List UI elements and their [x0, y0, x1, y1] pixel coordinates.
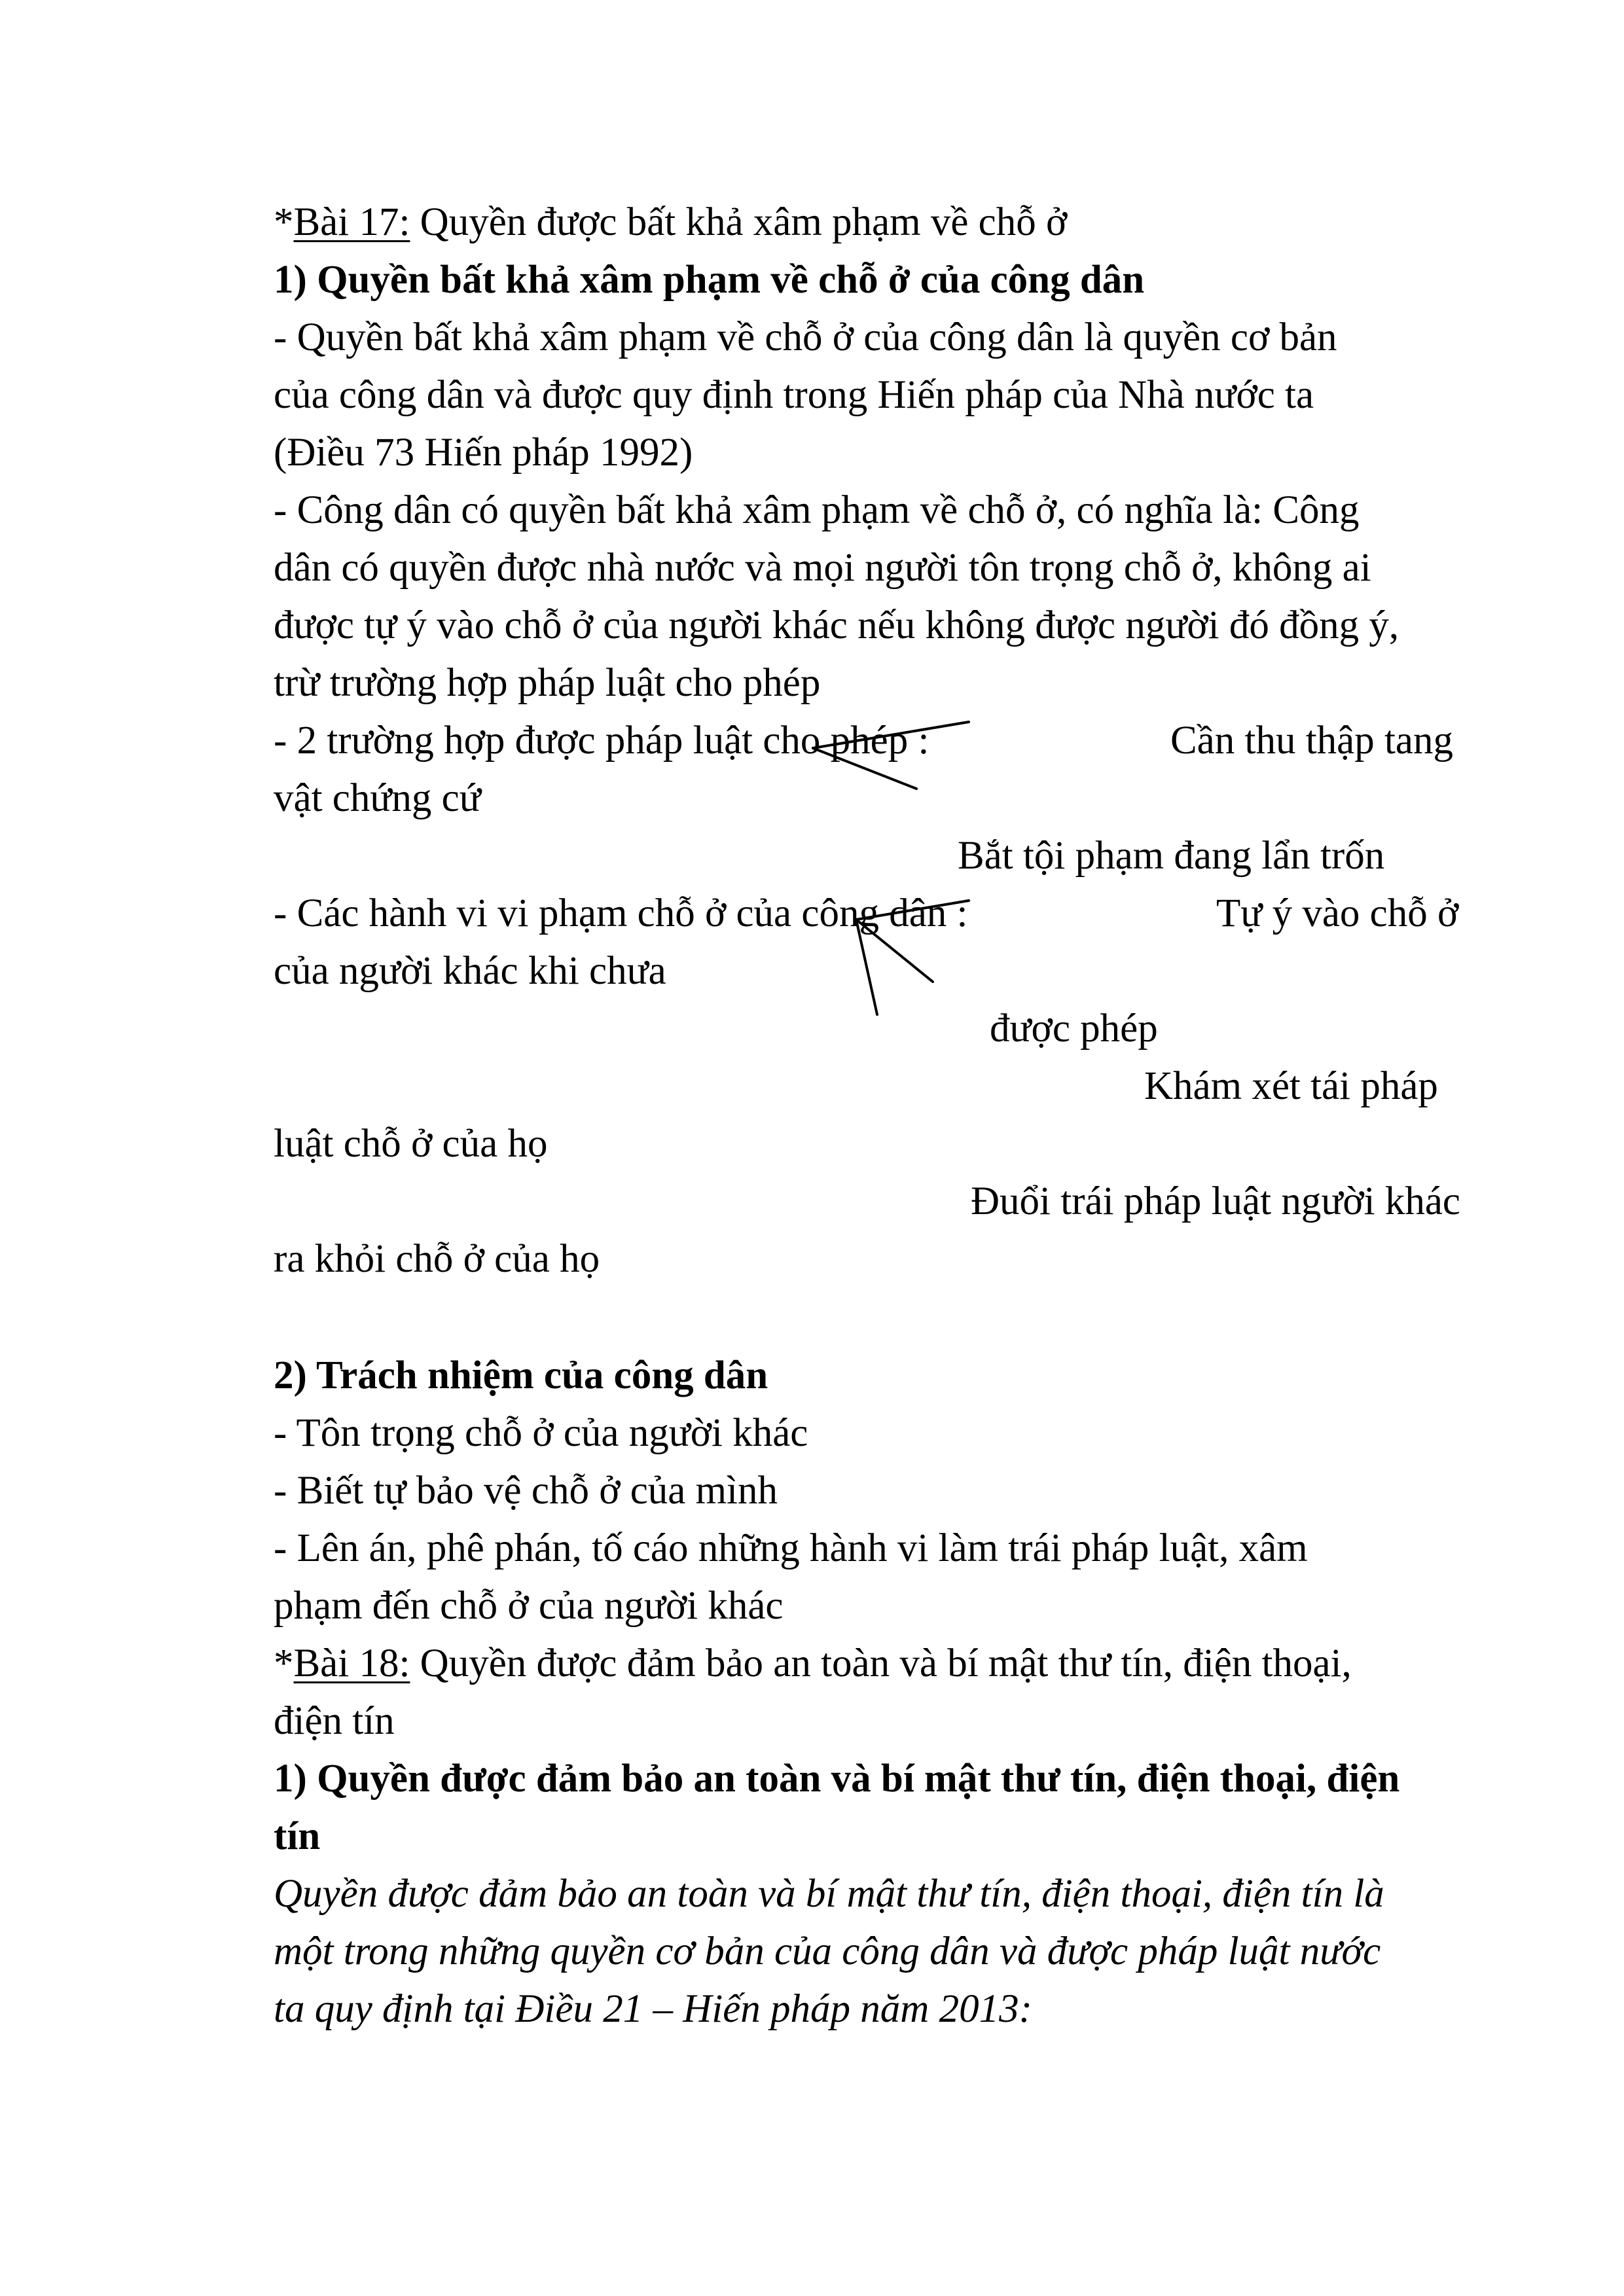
lesson17-label: Bài 17:	[293, 200, 410, 244]
lesson17-section1-heading: 1) Quyền bất khả xâm phạm về chỗ ở của công dân	[274, 258, 1145, 302]
lesson17-p1-line1: - Quyền bất khả xâm phạm về chỗ ở của công dân là quyền cơ bản	[274, 315, 1337, 359]
lesson17-title-line	[274, 194, 1067, 251]
lesson18-italic-line1: Quyền được đảm bảo an toàn và bí mật thư tín, điện thoại, điện tín là	[274, 1872, 1384, 1916]
violation3-line1: Đuổi trái pháp luật người khác	[971, 1179, 1460, 1223]
lesson17-p2-line1: - Công dân có quyền bất khả xâm phạm về chỗ ở, có nghĩa là: Công	[274, 488, 1360, 532]
lesson17-p2-line3: được tự ý vào chỗ ở của người khác nếu không được người đó đồng ý,	[274, 603, 1399, 647]
violation3-line2: ra khỏi chỗ ở của họ	[274, 1237, 600, 1281]
lesson17-title: Quyền được bất khả xâm phạm về chỗ ở	[410, 200, 1068, 244]
violation2-line1: Khám xét tái pháp	[1144, 1064, 1438, 1108]
lesson18-title: Quyền được đảm bảo an toàn và bí mật thư tín, điện thoại,	[410, 1641, 1352, 1685]
lesson17-section2-heading: 2) Trách nhiệm của công dân	[274, 1354, 768, 1397]
lesson18-prefix: *	[274, 1641, 294, 1685]
lesson18-section1-heading: 1) Quyền được đảm bảo an toàn và bí mật thư tín, điện thoại, điện	[274, 1757, 1400, 1801]
responsibility-item-2: - Biết tự bảo vệ chỗ ở của mình	[274, 1469, 778, 1513]
responsibility-item-1: - Tôn trọng chỗ ở của người khác	[274, 1411, 808, 1455]
cases-intro: - 2 trường hợp được pháp luật cho phép :	[274, 719, 929, 762]
lesson18-label: Bài 18:	[293, 1641, 410, 1685]
violation1-line1: Tự ý vào chỗ ở	[1216, 891, 1459, 935]
lesson17-p1-line3: (Điều 73 Hiến pháp 1992)	[274, 431, 693, 475]
lesson17-p2-line2: dân có quyền được nhà nước và mọi người tôn trọng chỗ ở, không ai	[274, 546, 1371, 590]
case1-line1: Cần thu thập tang	[1170, 719, 1454, 762]
violation1-line3: được phép	[990, 1007, 1158, 1050]
lesson18-italic-line3: ta quy định tại Điều 21 – Hiến pháp năm 2013:	[274, 1987, 1032, 2031]
lesson18-section1-heading-cont: tín	[274, 1814, 321, 1858]
responsibility-item-3-cont: phạm đến chỗ ở của người khác	[274, 1584, 784, 1628]
lesson18-title-line	[274, 1635, 1352, 1693]
case2: Bắt tội phạm đang lẩn trốn	[958, 834, 1385, 878]
lesson17-p2-line4: trừ trường hợp pháp luật cho phép	[274, 661, 821, 705]
responsibility-item-3: - Lên án, phê phán, tố cáo những hành vi làm trái pháp luật, xâm	[274, 1526, 1308, 1570]
violation1-line2: của người khác khi chưa	[274, 949, 666, 993]
lesson18-italic-line2: một trong những quyền cơ bản của công dân và được pháp luật nước	[274, 1929, 1381, 1973]
lesson17-prefix: *	[274, 200, 294, 244]
lesson18-title-cont: điện tín	[274, 1699, 395, 1743]
lesson17-p1-line2: của công dân và được quy định trong Hiến pháp của Nhà nước ta	[274, 373, 1314, 417]
case1-line2: vật chứng cứ	[274, 776, 481, 820]
violation2-line2: luật chỗ ở của họ	[274, 1122, 548, 1166]
violations-intro: - Các hành vi vi phạm chỗ ở của công dân :	[274, 891, 968, 935]
